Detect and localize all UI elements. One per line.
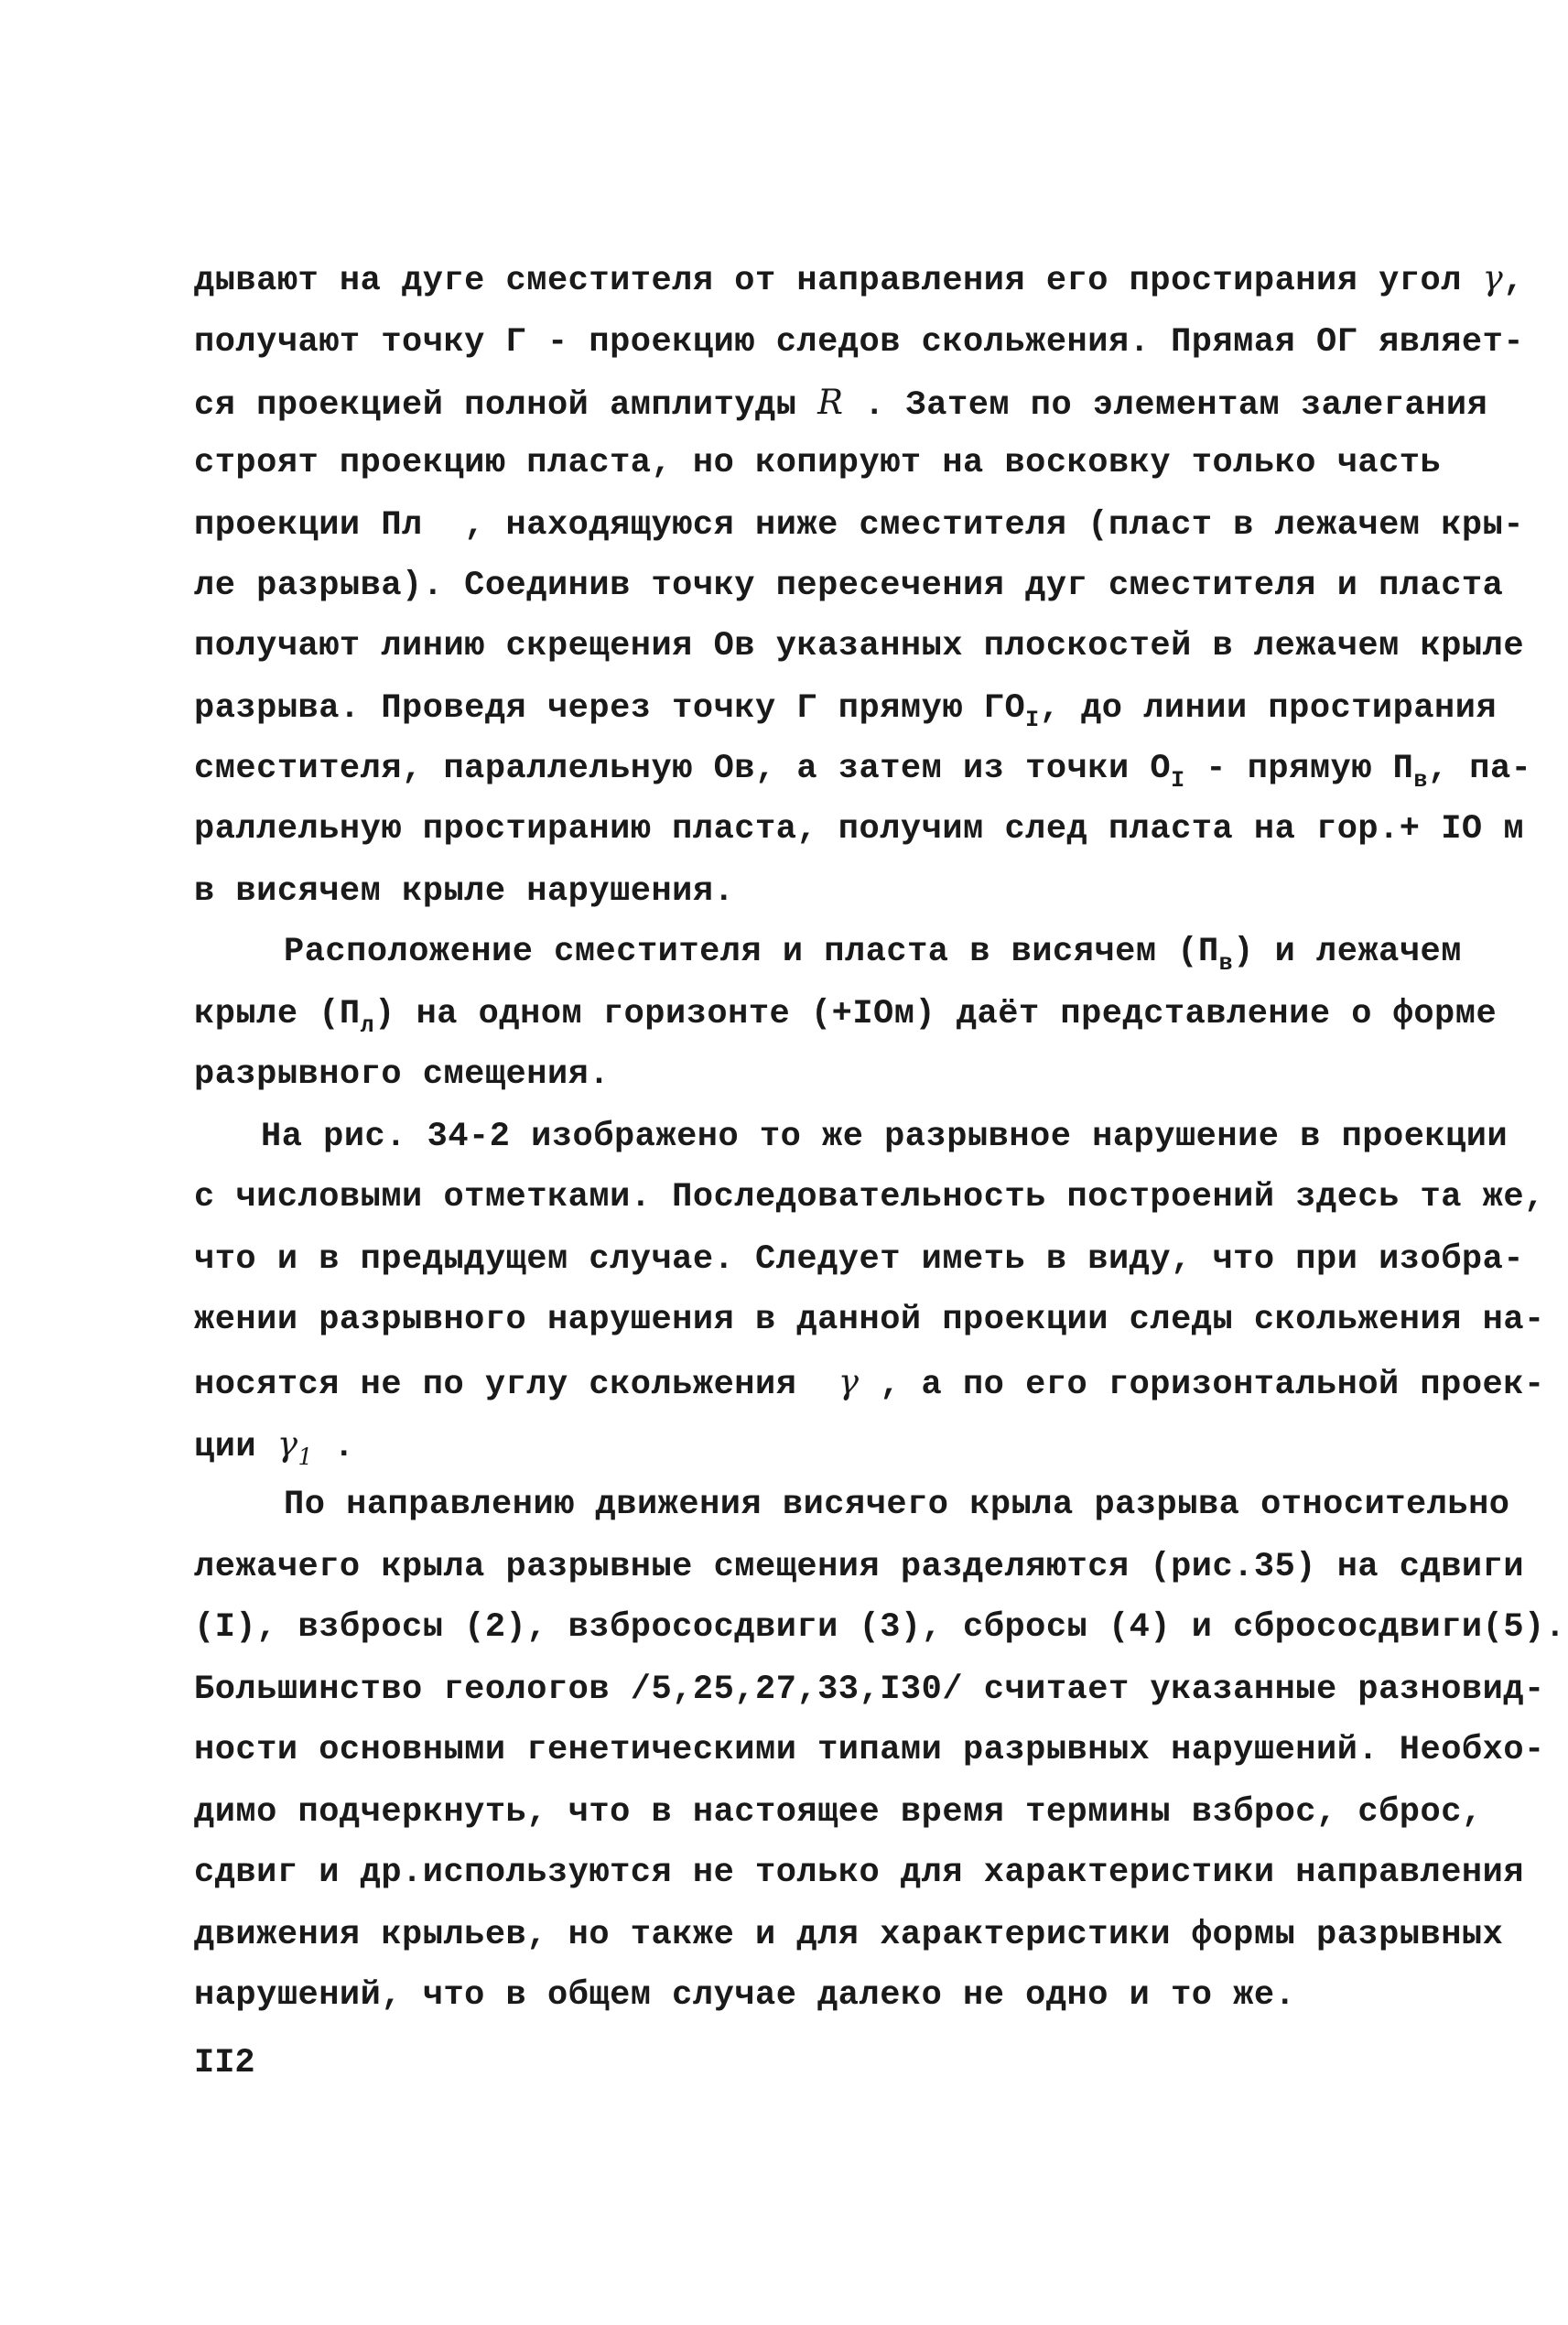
- text-line: димо подчеркнуть, что в настоящее время термины взброс, сброс,: [194, 1793, 1483, 1832]
- text-line: строят проекцию пласта, но копируют на восковку только часть: [194, 444, 1442, 482]
- text-line: сместителя, параллельную Ов, а затем из точки $О_I$ - прямую $П_в$, па-: [194, 750, 1532, 794]
- text-line: сдвиг и др.используются не только для характеристики направления: [194, 1854, 1525, 1892]
- text-line: (I), взбросы (2), взбрососдвиги (3), сбросы (4) и сбрососдвиги(5).: [194, 1608, 1566, 1647]
- r-symbol: R: [817, 383, 844, 422]
- gamma-symbol: γ: [838, 1362, 860, 1401]
- text-line: получают точку Г - проекцию следов скольжения. Прямая ОГ являет-: [194, 323, 1525, 362]
- text-line: получают линию скрещения Ов указанных плоскостей в лежачем крыле: [194, 627, 1525, 665]
- text-line: На рис. 34-2 изображено то же разрывное нарушение в проекции: [261, 1118, 1509, 1156]
- text-line: жении разрывного нарушения в данной проекции следы скольжения на-: [194, 1301, 1545, 1339]
- page-number: II2: [194, 2044, 255, 2082]
- text-line: разрывного смещения.: [194, 1055, 611, 1094]
- text-line: носятся не по углу скольжения γ , а по его горизонтальной проек-: [194, 1362, 1545, 1404]
- text-line: раллельную простиранию пласта, получим след пласта на гор.+ IO м: [194, 810, 1525, 849]
- text-line: ле разрыва). Соединив точку пересечения дуг сместителя и пласта: [194, 567, 1504, 605]
- text-line: ции $\gamma_1$ .: [194, 1424, 355, 1470]
- text-line: разрыва. Проведя через точку Г прямую $ГО_I$, до линии простирания: [194, 689, 1498, 733]
- text-line: с числовыми отметками. Последовательность построений здесь та же,: [194, 1178, 1545, 1217]
- text-line: движения крыльев, но также и для характеристики формы разрывных: [194, 1916, 1504, 1954]
- text-line: проекции Пл , находящуюся ниже сместителя (пласт в лежачем кры-: [194, 506, 1525, 545]
- text-line: По направлению движения висячего крыла разрыва относительно: [284, 1486, 1510, 1524]
- gamma-symbol: γ: [1482, 258, 1504, 297]
- text-line: в висячем крыле нарушения.: [194, 872, 735, 911]
- text-line: нарушений, что в общем случае далеко не одно и то же.: [194, 1976, 1296, 2015]
- text-line: Расположение сместителя и пласта в висячем $(П_в)$ и лежачем: [284, 933, 1462, 977]
- text-line: дывают на дуге сместителя от направления его простирания угол γ,: [194, 258, 1524, 300]
- text-line: что и в предыдущем случае. Следует иметь в виду, что при изобра-: [194, 1240, 1525, 1279]
- text-line: ности основными генетическими типами разрывных нарушений. Необхо-: [194, 1731, 1545, 1769]
- gamma-symbol: γ: [276, 1424, 298, 1464]
- text-line: ся проекцией полной амплитуды R . Затем по элементам залегания: [194, 383, 1488, 425]
- text-line: Большинство геологов /5,25,27,33,I30/ считает указанные разновид-: [194, 1671, 1545, 1709]
- text-line: крыле $(П_л)$ на одном горизонте (+IOм) даёт представление о форме: [194, 995, 1498, 1039]
- text-line: лежачего крыла разрывные смещения разделяются (рис.35) на сдвиги: [194, 1548, 1525, 1586]
